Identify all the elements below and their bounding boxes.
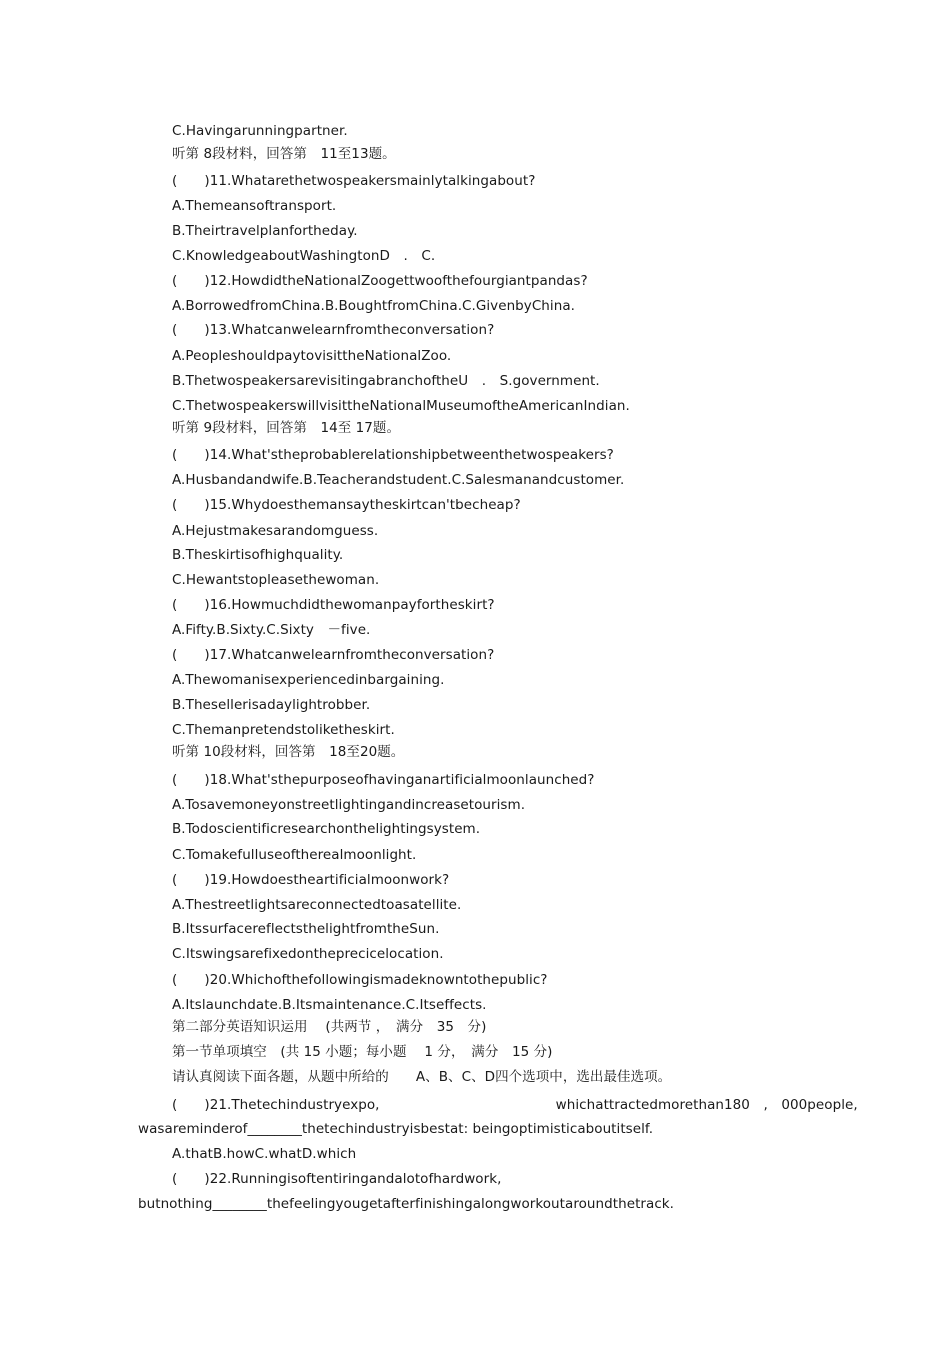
option-line: C.ThetwospeakerswillvisittheNationalMuseumoftheAmericanIndian. bbox=[172, 398, 630, 414]
section-heading: 听第 8段材料，回答第 11至13题。 bbox=[172, 146, 396, 162]
question-line: ( )22.Runningisoftentiringandalotofhardwork, bbox=[172, 1171, 502, 1187]
question-line: ( )20.Whichofthefollowingismadeknowntothepublic? bbox=[172, 972, 548, 988]
question-line: ( )18.What'sthepurposeofhavinganartificialmoonlaunched? bbox=[172, 772, 595, 788]
section-heading: 听第 9段材料，回答第 14至 17题。 bbox=[172, 420, 401, 436]
option-line: A.Thewomanisexperiencedinbargaining. bbox=[172, 672, 445, 688]
part-heading: 第二部分英语知识运用 (共两节 ， 满分 35 分) bbox=[172, 1019, 487, 1035]
option-line: C.Themanpretendstoliketheskirt. bbox=[172, 722, 395, 738]
option-line: B.Thesellerisadaylightrobber. bbox=[172, 697, 371, 713]
option-line: B.ThetwospeakersarevisitingabranchoftheU . S.government. bbox=[172, 373, 600, 389]
option-line: A.Fifty.B.Sixty.C.Sixty －five. bbox=[172, 622, 371, 638]
option-line: A.PeopleshouldpaytovisittheNationalZoo. bbox=[172, 348, 452, 364]
instructions: 请认真阅读下面各题，从题中所给的 A、B、C、D四个选项中，选出最佳选项。 bbox=[172, 1069, 672, 1085]
option-line: B.Todoscientificresearchonthelightingsystem. bbox=[172, 821, 481, 837]
option-line: A.BorrowedfromChina.B.BoughtfromChina.C.GivenbyChina. bbox=[172, 298, 575, 314]
option-line: A.Tosavemoneyonstreetlightingandincreasetourism. bbox=[172, 797, 526, 813]
question-continuation: wasareminderof________thetechindustryisbestat: beingoptimisticaboutitself. bbox=[138, 1121, 654, 1137]
question-line: ( )14.What'stheprobablerelationshipbetweenthetwospeakers? bbox=[172, 447, 614, 463]
question-line: ( )16.Howmuchdidthewomanpayfortheskirt? bbox=[172, 597, 495, 613]
option-line: C.Tomakefulluseoftherealmoonlight. bbox=[172, 847, 417, 863]
option-line: A.Hejustmakesarandomguess. bbox=[172, 523, 379, 539]
option-line: C.KnowledgeaboutWashingtonD . C. bbox=[172, 248, 436, 264]
question-line: ( )15.Whydoesthemansaytheskirtcan'tbecheap? bbox=[172, 497, 521, 513]
option-line: B.ItssurfacereflectsthelightfromtheSun. bbox=[172, 921, 440, 937]
question-line: ( )13.Whatcanwelearnfromtheconversation? bbox=[172, 322, 495, 338]
option-line: B.Theskirtisofhighquality. bbox=[172, 547, 344, 563]
question-line: ( )17.Whatcanwelearnfromtheconversation? bbox=[172, 647, 495, 663]
question-line: ( )12.HowdidtheNationalZoogettwoofthefourgiantpandas? bbox=[172, 273, 588, 289]
question-line: ( )19.Howdoestheartificialmoonwork? bbox=[172, 872, 450, 888]
option-line: C.Itswingsarefixedontheprecicelocation. bbox=[172, 946, 444, 962]
option-line: A.Itslaunchdate.B.Itsmaintenance.C.Itseffects. bbox=[172, 997, 487, 1013]
section-heading: 听第 10段材料，回答第 18至20题。 bbox=[172, 744, 405, 760]
option-line: A.Husbandandwife.B.Teacherandstudent.C.Salesmanandcustomer. bbox=[172, 472, 625, 488]
option-line: A.Thestreetlightsareconnectedtoasatellite. bbox=[172, 897, 462, 913]
section-heading: 第一节单项填空 (共 15 小题；每小题 1 分， 满分 15 分) bbox=[172, 1044, 553, 1060]
question-continuation: butnothing________thefeelingyougetafterfinishingalongworkoutaroundthetrack. bbox=[138, 1196, 675, 1212]
question-line: ( )11.Whatarethetwospeakersmainlytalkingabout? bbox=[172, 173, 536, 189]
option-line: A.thatB.howC.whatD.which bbox=[172, 1146, 357, 1162]
option-line: A.Themeansoftransport. bbox=[172, 198, 337, 214]
option-line: B.Theirtravelplanfortheday. bbox=[172, 223, 358, 239]
option-line: C.Hewantstopleasethewoman. bbox=[172, 572, 380, 588]
text-line: C.Havingarunningpartner. bbox=[172, 123, 348, 139]
question-line: ( )21.Thetechindustryexpo, whichattractedmorethan180 , 000people, bbox=[172, 1097, 858, 1113]
